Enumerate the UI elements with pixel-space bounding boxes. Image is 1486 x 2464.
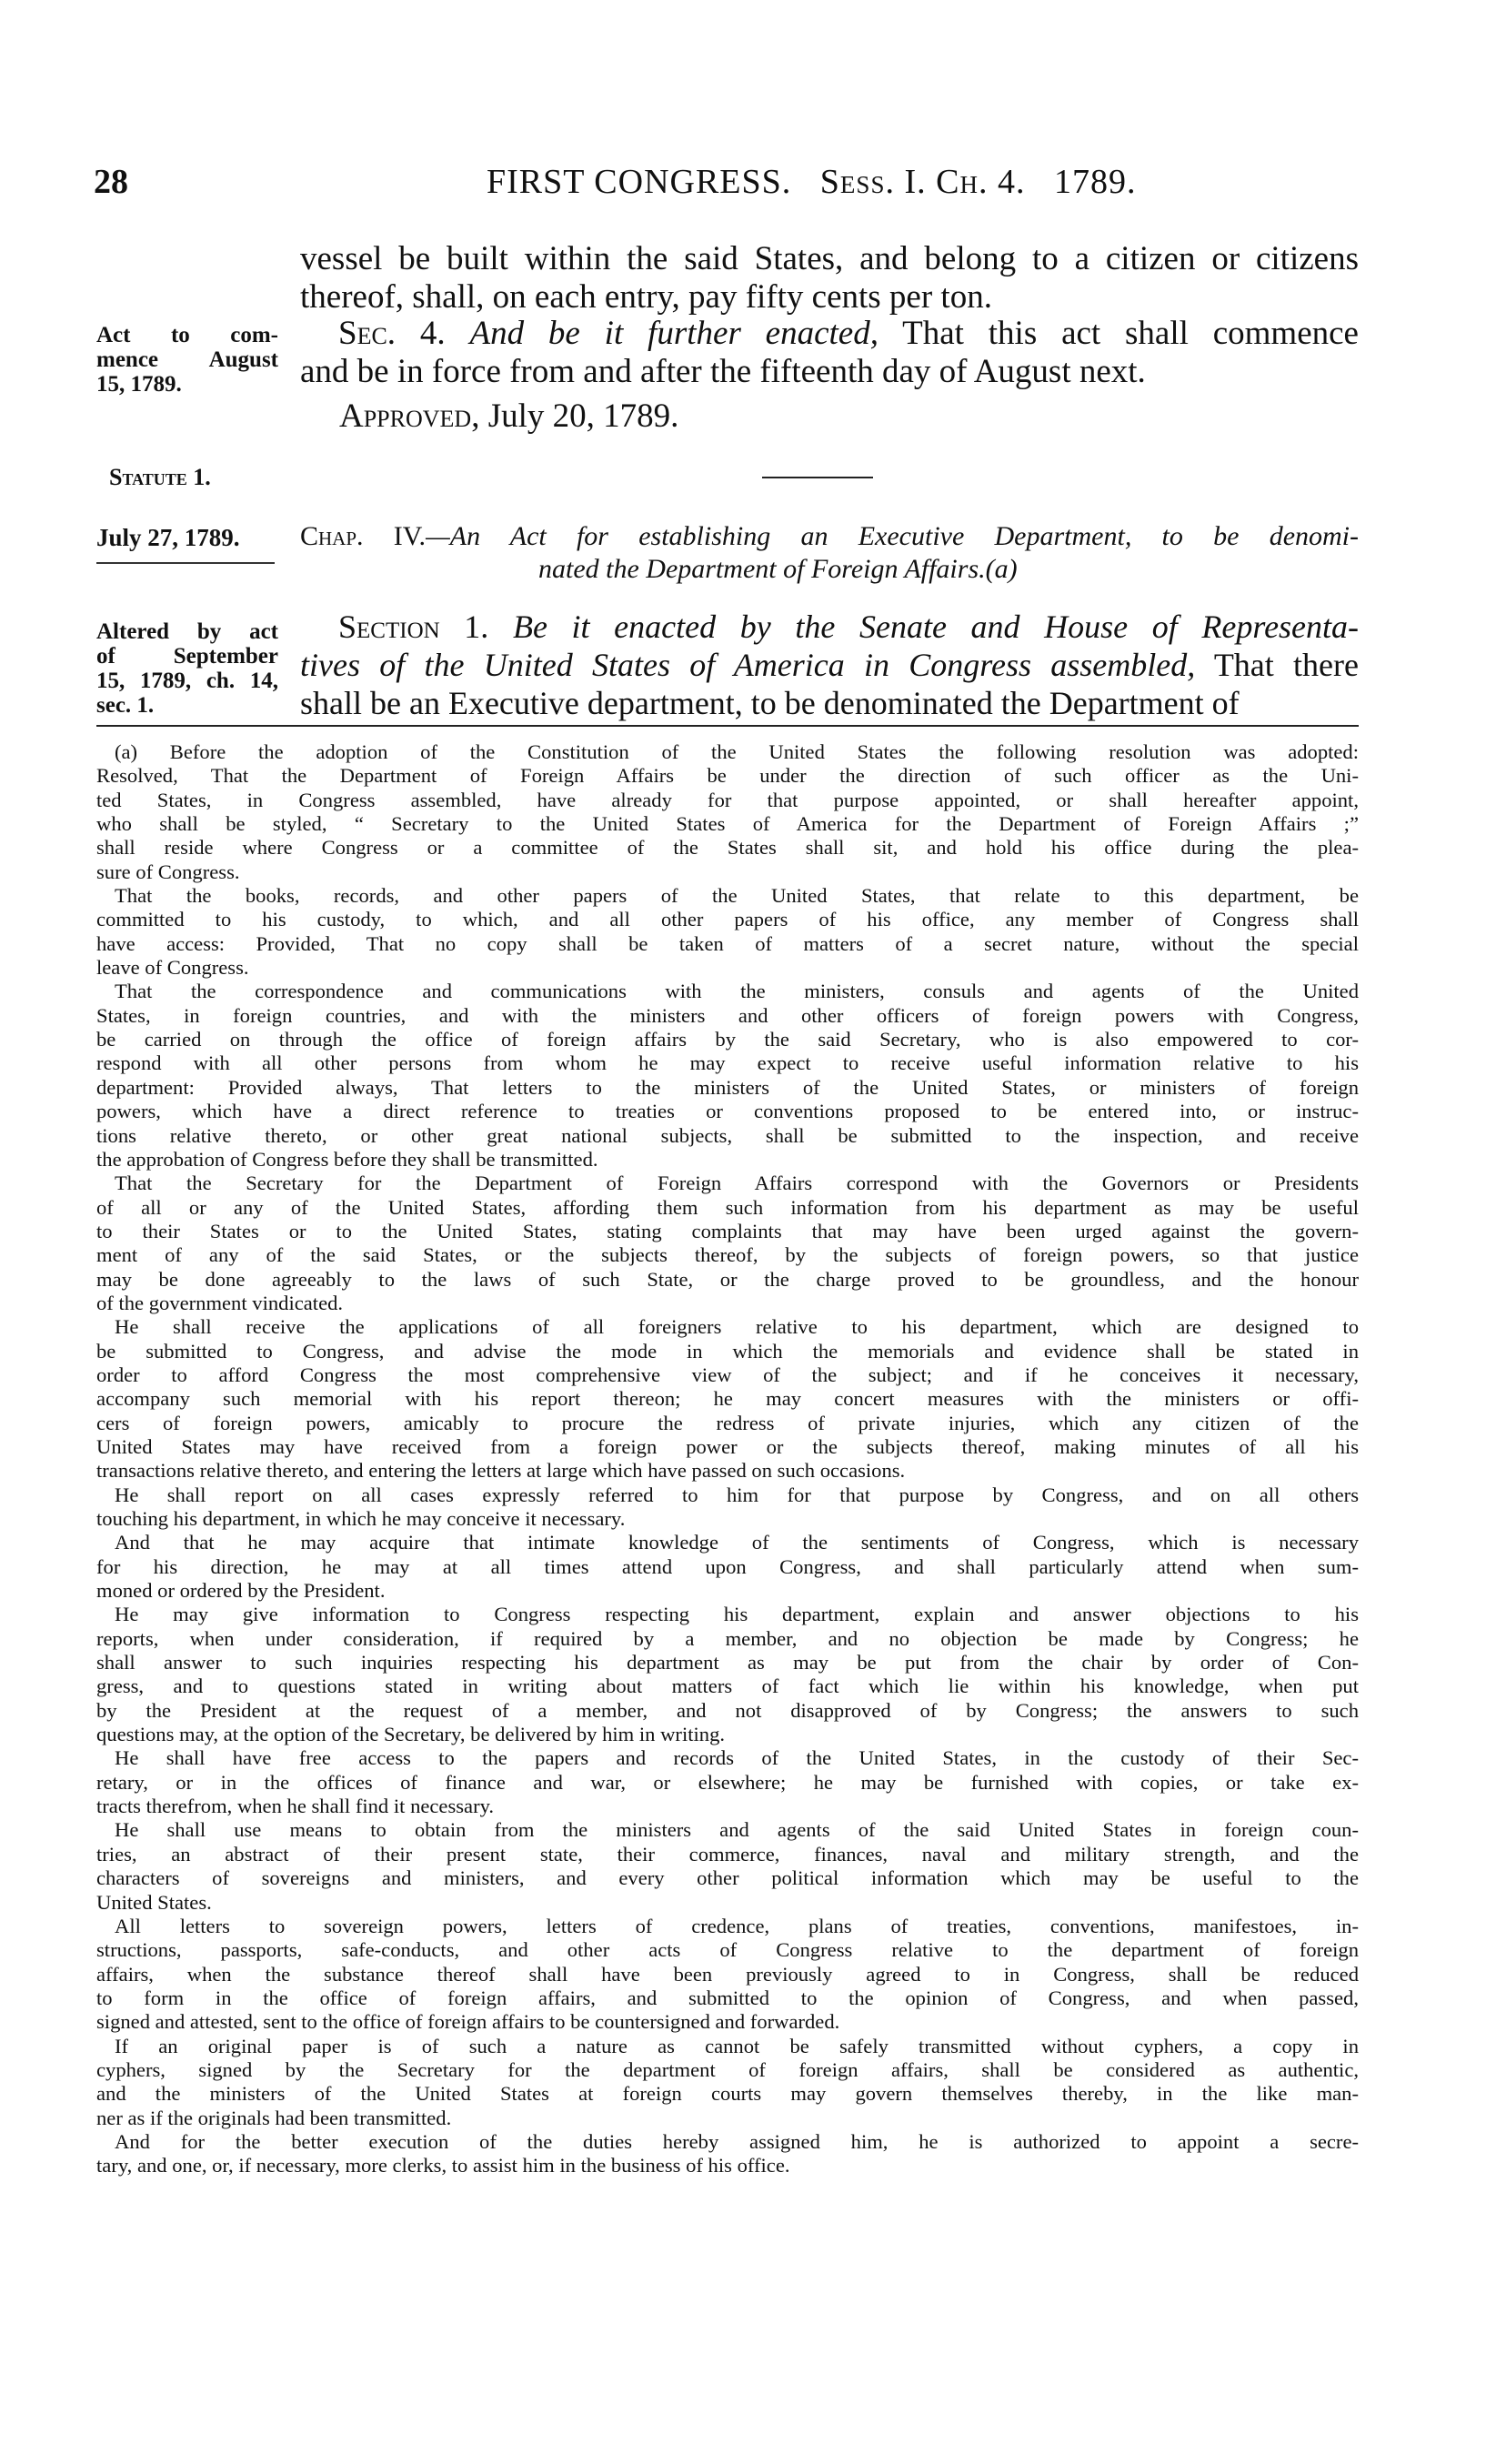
chapter-heading xyxy=(300,520,1359,586)
footnote-line: Resolved, That the Department of Foreign Affairs be under the direction of such officer as the Uni- xyxy=(96,764,1359,788)
chapter-label: Chap. IV. xyxy=(300,521,427,551)
footnote-line: signed and attested, sent to the office of foreign affairs to be countersigned and forwarded. xyxy=(96,2010,840,2034)
footnote-line: structions, passports, safe-conducts, and other acts of Congress relative to the department of foreign xyxy=(96,1938,1359,1962)
text-line: vessel be built within the said States, and belong to a citizen or citizens xyxy=(300,240,1359,277)
section-4 xyxy=(300,315,1359,391)
footnote-line: tary, and one, or, if necessary, more clerks, to assist him in the business of his office. xyxy=(96,2154,790,2177)
margin-note-altered xyxy=(96,619,278,718)
footnote-line: cyphers, signed by the Secretary for the department of foreign affairs, shall be considered as authentic, xyxy=(96,2057,1359,2081)
footnote-line: the approbation of Congress before they shall be transmitted. xyxy=(96,1147,598,1171)
margin-line: mence August xyxy=(96,347,278,372)
footnote-line: If an original paper is of such a nature as cannot be safely transmitted without cyphers, a copy in xyxy=(115,2034,1359,2057)
footnote-line: order to afford Congress the most comprehensive view of the subject; and if he conceives it necessary, xyxy=(96,1363,1359,1386)
section-label: Section 1. xyxy=(338,608,489,645)
footnote-line: characters of sovereigns and ministers, and every other political information which may be useful to the xyxy=(96,1866,1359,1890)
margin-line: Act to com- xyxy=(96,323,278,347)
footnote-line: powers, which have a direct reference to treaties or conventions proposed to be entered into, or instruc- xyxy=(96,1100,1359,1123)
page-number: 28 xyxy=(94,163,128,201)
footnote-line: ted States, in Congress assembled, have already for that purpose appointed, or shall hereafter appoint, xyxy=(96,788,1359,811)
section-1-line-3: shall be an Executive department, to be denominated the Department of xyxy=(300,685,1240,721)
footnote-line: gress, and to questions stated in writing about matters of fact which lie within his knowledge, when put xyxy=(96,1675,1359,1698)
chapter-title: —An Act for establishing an Executive Department, to be denomi- xyxy=(426,521,1359,551)
footnote-line: He shall use means to obtain from the ministers and agents of the said United States in foreign coun- xyxy=(115,1818,1359,1842)
footnote-line: moned or ordered by the President. xyxy=(96,1579,386,1603)
chapter-label: Ch. 4. xyxy=(936,163,1026,201)
footnote-line: may be done agreeably to the laws of such State, or the charge proved to be groundless, and the honour xyxy=(96,1267,1359,1291)
footnote-line: That the Secretary for the Department of Foreign Affairs correspond with the Governors or Presidents xyxy=(115,1172,1359,1195)
footnote-line: He shall report on all cases expressly referred to him for that purpose by Congress, and on all others xyxy=(115,1483,1359,1506)
footnote-line: by the President at the request of a member, and not disapproved of by Congress; the answers to such xyxy=(96,1698,1359,1722)
text-line: thereof, shall, on each entry, pay fifty cents per ton. xyxy=(300,278,992,316)
statute-label: Statute 1. xyxy=(109,464,211,490)
chapter-date: July 27, 1789. xyxy=(96,524,240,551)
footnote-line: to their States or to the United States, stating complaints that may have been urged against the govern- xyxy=(96,1219,1359,1242)
margin-note-commencement xyxy=(96,323,278,397)
footnote-line: All letters to sovereign powers, letters of credence, plans of treaties, conventions, manifestoes, in- xyxy=(115,1914,1359,1937)
footnote-line: And that he may acquire that intimate knowledge of the sentiments of Congress, which is necessary xyxy=(115,1531,1359,1554)
section-text: That there xyxy=(1213,647,1359,683)
enacting-clause: Be it enacted by the Senate and House of Representa- xyxy=(512,608,1360,645)
header-title xyxy=(487,162,1136,202)
footnote-line: to form in the office of foreign affairs, and submitted to the opinion of Congress, and when passed, xyxy=(96,1986,1359,2009)
footnote-line: United States may have received from a foreign power or the subjects thereof, making minutes of all his xyxy=(96,1434,1359,1458)
footnote-line: retary, or in the offices of finance and war, or elsewhere; he may be furnished with copies, or take ex- xyxy=(96,1770,1359,1794)
running-header xyxy=(94,162,1358,207)
footnote-line: of all or any of the United States, affording them such information from his department as may be useful xyxy=(96,1195,1359,1219)
footnote-line: And for the better execution of the duties hereby assigned him, he is authorized to appoint a secre- xyxy=(115,2129,1359,2153)
congress-title: FIRST CONGRESS. xyxy=(487,163,792,201)
footnote-line: committed to his custody, to which, and all other papers of his office, any member of Congress shall xyxy=(96,908,1359,931)
enacting-clause: And be it further enacted, xyxy=(469,315,879,352)
footnote-line: tracts therefrom, when he shall find it necessary. xyxy=(96,1795,495,1818)
footnote-line: sure of Congress. xyxy=(96,860,240,883)
continuation-text xyxy=(300,240,1359,317)
approved-date: July 20, 1789. xyxy=(487,397,679,435)
session-label: Sess. I. xyxy=(819,163,927,201)
margin-line: of September xyxy=(96,644,278,669)
margin-line: Altered by act xyxy=(96,619,278,644)
footnote-line: respond with all other persons from whom he may expect to receive useful information relative to his xyxy=(96,1051,1359,1075)
section-1-line-1 xyxy=(300,608,1359,646)
footnote-line: shall answer to such inquiries respecting his department as may be put from the chair by order of Con- xyxy=(96,1651,1359,1675)
footnote-line: He may give information to Congress respecting his department, explain and answer objections to his xyxy=(115,1603,1359,1626)
footnote-line: accompany such memorial with his report thereon; he may concert measures with the ministers or offi- xyxy=(96,1387,1359,1411)
header-year: 1789. xyxy=(1053,163,1137,201)
margin-line: 15, 1789, ch. 14, xyxy=(96,669,278,693)
footnote-line: ner as if the originals had been transmitted. xyxy=(96,2106,452,2129)
footnote-line: be carried on through the office of foreign affairs by the said Secretary, who is also empowered to cor- xyxy=(96,1028,1359,1051)
approval-line xyxy=(339,397,678,436)
footnote xyxy=(96,740,1359,2178)
section-text: That this act shall commence xyxy=(902,315,1359,352)
footnote-line: United States. xyxy=(96,1890,212,1914)
chapter-heading-line-1 xyxy=(300,520,1359,553)
footnote-line: department: Provided always, That letters to the ministers of the United States, or ministers of foreign xyxy=(96,1075,1359,1099)
footnote-line: be submitted to Congress, and advise the mode in which the memorials and evidence shall be stated in xyxy=(96,1339,1359,1363)
footnote-line: cers of foreign powers, amicably to procure the redress of private injuries, which any citizen of the xyxy=(96,1411,1359,1434)
footnote-line: That the books, records, and other papers of the United States, that relate to this department, be xyxy=(115,884,1359,908)
section-divider xyxy=(762,477,873,478)
section-label: Sec. 4. xyxy=(338,315,446,352)
margin-line: 15, 1789. xyxy=(96,372,182,397)
date-underline xyxy=(96,562,275,564)
footnote-line: who shall be styled, “ Secretary to the United States of America for the Department of Foreign Affairs ;” xyxy=(96,812,1359,836)
footnote-line: transactions relative thereto, and entering the letters at large which have passed on such occasions. xyxy=(96,1459,906,1483)
footnote-line: tions relative thereto, or other great national subjects, shall be submitted to the inspection, and receive xyxy=(96,1123,1359,1147)
footnote-line: of the government vindicated. xyxy=(96,1291,344,1314)
approved-label: Approved, xyxy=(339,397,480,435)
footnote-line: have access: Provided, That no copy shall be taken of matters of a secret nature, without the special xyxy=(96,931,1359,955)
section-4-line-2: and be in force from and after the fifteenth day of August next. xyxy=(300,353,1146,390)
footnote-line: shall reside where Congress or a committee of the States shall sit, and hold his office during the plea- xyxy=(96,836,1359,860)
footnote-line: for his direction, he may at all times attend upon Congress, and shall particularly attend when sum- xyxy=(96,1554,1359,1578)
footnote-line: leave of Congress. xyxy=(96,956,249,980)
footnote-line: (a) Before the adoption of the Constitution of the United States the following resolution was adopted: xyxy=(115,740,1359,763)
section-1-line-2 xyxy=(300,646,1359,684)
chapter-title-continued: nated the Department of Foreign Affairs.(a) xyxy=(538,554,1018,584)
footnote-line: affairs, when the substance thereof shall have been previously agreed to in Congress, shall be reduced xyxy=(96,1962,1359,1986)
footnote-rule xyxy=(96,725,1359,727)
section-1 xyxy=(300,608,1359,722)
footnote-line: ment of any of the said States, or the subjects thereof, by the subjects of foreign powers, so that justice xyxy=(96,1243,1359,1267)
footnote-line: questions may, at the option of the Secretary, be delivered by him in writing. xyxy=(96,1723,726,1746)
footnote-line: He shall have free access to the papers and records of the United States, in the custody of their Sec- xyxy=(115,1746,1359,1770)
footnote-line: tries, an abstract of their present state, their commerce, finances, naval and military strength, and the xyxy=(96,1842,1359,1866)
footnote-line: and the ministers of the United States at foreign courts may govern themselves thereby, in the like man- xyxy=(96,2082,1359,2106)
footnote-line: States, in foreign countries, and with the ministers and other officers of foreign powers with Congress, xyxy=(96,1003,1359,1027)
footnote-line: That the correspondence and communications with the ministers, consuls and agents of the United xyxy=(115,980,1359,1003)
footnote-line: touching his department, in which he may conceive it necessary. xyxy=(96,1507,626,1530)
margin-line: sec. 1. xyxy=(96,693,155,718)
footnote-line: He shall receive the applications of all foreigners relative to his department, which are designed to xyxy=(115,1315,1359,1339)
section-4-line-1 xyxy=(300,315,1359,353)
footnote-line: reports, when under consideration, if required by a member, and no objection be made by Congress; he xyxy=(96,1626,1359,1650)
enacting-clause-continued: tives of the United States of America in Congress assembled, xyxy=(300,647,1196,683)
